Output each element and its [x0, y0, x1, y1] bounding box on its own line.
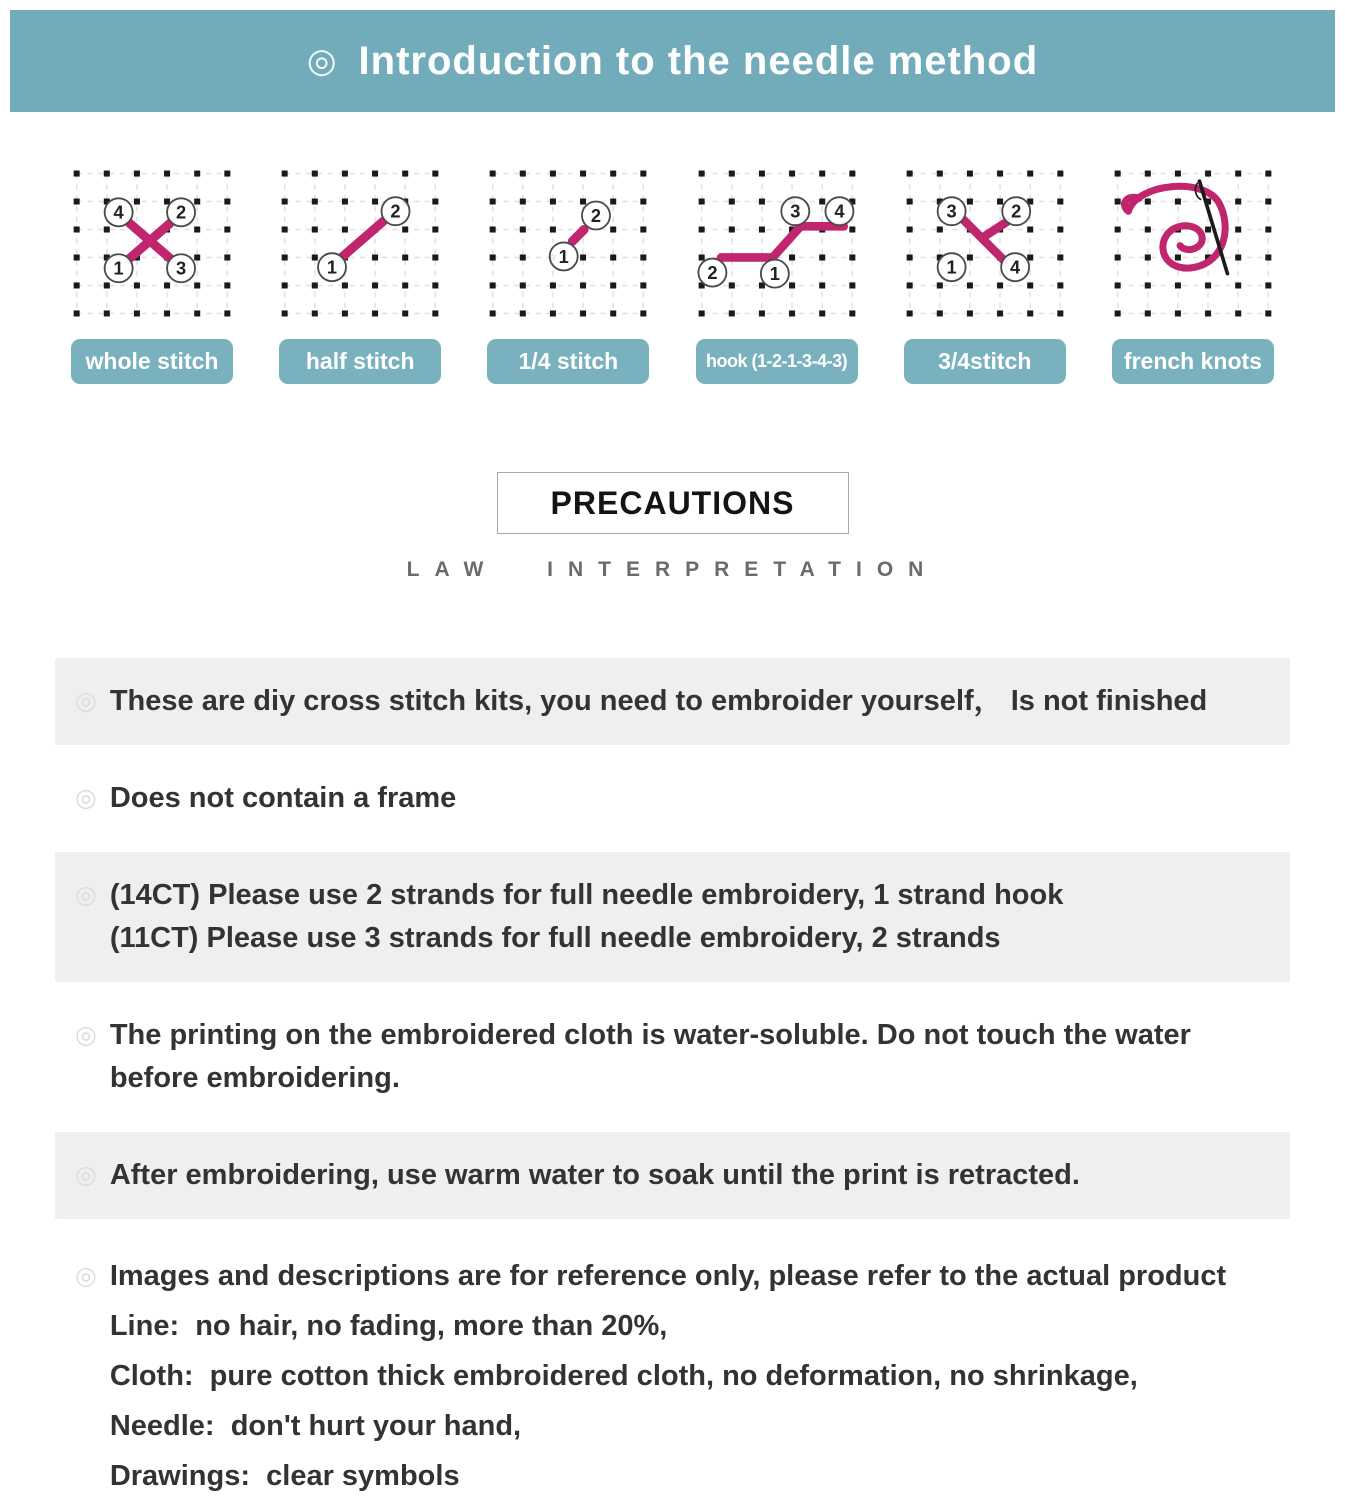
stitch-label-french-knots: french knots — [1112, 339, 1274, 384]
svg-text:1: 1 — [558, 245, 570, 267]
precaution-text — [110, 680, 1207, 723]
stitch-grid-graphic — [484, 166, 652, 321]
stitch-diagram-quarter-stitch — [468, 166, 668, 384]
precaution-text — [110, 1154, 1080, 1197]
ring-bullet-icon: ◎ — [75, 1262, 97, 1290]
svg-text:1: 1 — [113, 257, 124, 279]
precaution-row — [55, 1132, 1290, 1219]
precaution-line: Needle: don't hurt your hand, — [109, 1410, 522, 1442]
stitch-diagram-half-stitch — [260, 166, 460, 384]
svg-text:3: 3 — [946, 200, 957, 222]
svg-text:2: 2 — [591, 204, 602, 226]
ring-bullet-icon: ◎ — [75, 784, 97, 812]
svg-text:1: 1 — [946, 256, 957, 278]
law-interpretation-subtitle: LAW INTERPRETATION — [406, 558, 939, 581]
precautions-title-box — [497, 472, 849, 534]
stitch-diagram-three-quarter-stitch — [885, 166, 1085, 384]
stitch-grid-graphic — [693, 166, 861, 321]
precaution-row — [55, 658, 1290, 745]
precaution-line: After embroidering, use warm water to soak until the print is retracted. — [109, 1159, 1080, 1191]
stitch-grid-graphic — [276, 166, 444, 321]
svg-text:4: 4 — [833, 200, 845, 222]
svg-text:4: 4 — [113, 201, 124, 223]
precautions-title: PRECAUTIONS — [550, 484, 795, 521]
precaution-line: (11CT) Please use 3 strands for full needle embroidery, 2 strands — [109, 922, 1001, 954]
precaution-row — [55, 852, 1290, 982]
ring-bullet-icon: ◎ — [75, 881, 97, 909]
precaution-line: (14CT) Please use 2 strands for full needle embroidery, 1 strand hook — [109, 879, 1064, 911]
precaution-line: These are diy cross stitch kits, you need to embroider yourself， Is not finished — [109, 685, 1208, 717]
precaution-row — [55, 1229, 1290, 1500]
double-circle-icon: ◎ — [306, 42, 337, 80]
stitch-label-hook-stitch: hook (1-2-1-3-4-3) — [696, 339, 858, 384]
stitch-label-quarter-stitch: 1/4 stitch — [487, 339, 649, 384]
svg-text:2: 2 — [390, 200, 401, 222]
stitch-diagram-french-knots — [1093, 166, 1293, 384]
svg-text:2: 2 — [175, 201, 187, 223]
ring-bullet-icon: ◎ — [75, 1021, 97, 1049]
stitch-diagrams-section — [0, 166, 1345, 384]
precaution-line: Drawings: clear symbols — [109, 1460, 460, 1492]
precaution-line: Does not contain a frame — [109, 782, 457, 814]
precaution-text — [110, 874, 1064, 960]
precautions-list — [55, 658, 1290, 1500]
svg-text:1: 1 — [327, 256, 338, 278]
precaution-line: The printing on the embroidered cloth is water-soluble. Do not touch the water — [109, 1019, 1191, 1051]
precaution-line: Line: no hair, no fading, more than 20%, — [109, 1310, 668, 1342]
precaution-line: before embroidering. — [109, 1062, 400, 1094]
stitch-label-three-quarter-stitch: 3/4stitch — [904, 339, 1066, 384]
page-title: Introduction to the needle method — [358, 38, 1039, 83]
stitch-grid-graphic — [1109, 166, 1277, 321]
precaution-text — [110, 1014, 1191, 1100]
precaution-text — [110, 1251, 1226, 1500]
stitch-label-whole-stitch: whole stitch — [71, 339, 233, 384]
precaution-row — [55, 755, 1290, 842]
precaution-text — [110, 777, 456, 820]
svg-text:1: 1 — [769, 263, 780, 285]
svg-text:4: 4 — [1009, 256, 1020, 278]
stitch-grid-graphic — [901, 166, 1069, 321]
svg-text:2: 2 — [706, 262, 718, 284]
header-bar — [10, 10, 1335, 112]
ring-bullet-icon: ◎ — [75, 687, 97, 715]
precaution-line: Cloth: pure cotton thick embroidered cloth, no deformation, no shrinkage, — [109, 1360, 1138, 1392]
svg-text:3: 3 — [175, 257, 187, 279]
ring-bullet-icon: ◎ — [75, 1161, 97, 1189]
stitch-diagram-hook-stitch — [677, 166, 877, 384]
precaution-line: Images and descriptions are for reference only, please refer to the actual product — [109, 1260, 1227, 1292]
stitch-grid-graphic — [68, 166, 236, 321]
stitch-label-half-stitch: half stitch — [279, 339, 441, 384]
svg-text:3: 3 — [789, 200, 800, 222]
stitch-diagram-whole-stitch — [52, 166, 252, 384]
precaution-row — [55, 992, 1290, 1122]
svg-text:2: 2 — [1010, 200, 1022, 222]
